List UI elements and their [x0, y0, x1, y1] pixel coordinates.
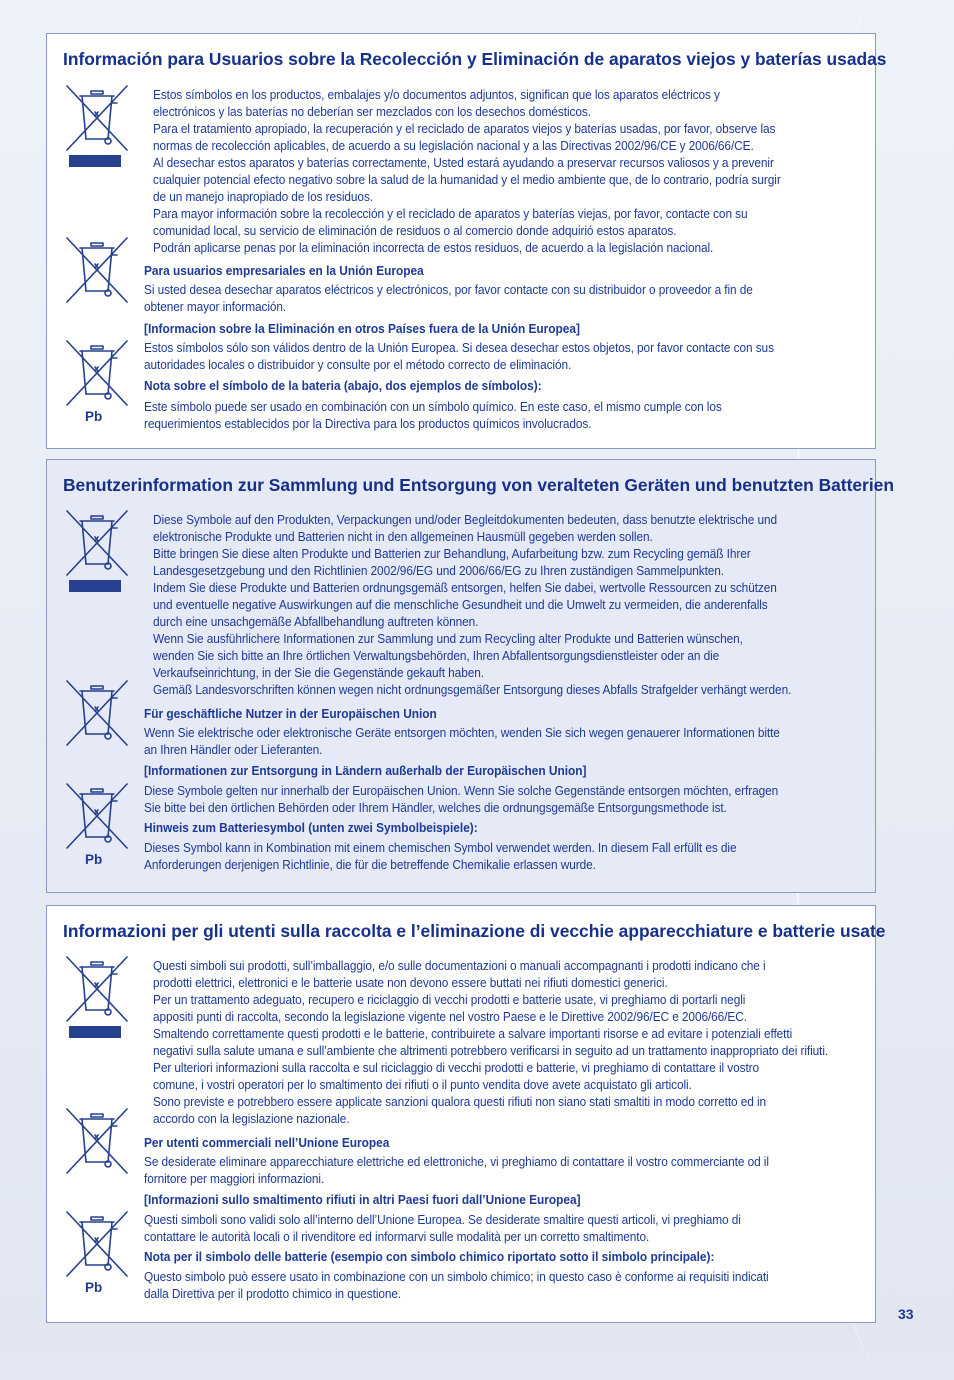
- pb-chemical-symbol: Pb: [85, 852, 103, 867]
- battery-note-text: Este símbolo puede ser usado en combinación con un símbolo químico. En este caso, el mismo cumple con los requerimientos establecidos por la Directiva para los productos químicos involucrados.: [144, 399, 722, 431]
- outside-eu-title: [Informacion sobre la Eliminación en otros Países fuera de la Unión Europea]: [144, 321, 580, 336]
- crossed-bin-icon: [65, 1107, 129, 1175]
- symbol-description: Diese Symbole auf den Produkten, Verpackungen und/oder Begleitdokumenten bedeuten, dass benutzte elektrische und elektronische Produkte und Batterien nicht in den allgemeinen Hausmüll gegeben werden sollen. Bitte bringen Sie diese alten Produkte und Batterien zur Behandlung, Aufarbeitung bzw. zum Recycling gemäß Ihrer Landesgesetzgebung und den Richtlinien 2002/96/EG und 2006/66/EG zu Ihren zuständigen Sammelpunkten. Indem Sie diese Produkte und Batterien ordnungsgemäß entsorgen, helfen Sie dabei, wertvolle Ressourcen zu schützen und eventuelle negative Auswirkungen auf die menschliche Gesundheit und die Umwelt zu vermeiden, die anderenfalls durch eine unsachgemäße Abfallbehandlung auftreten können. Wenn Sie ausführlichere Informationen zur Sammlung und zum Recycling alter Produkte und Batterien wünschen, wenden Sie sich bitte an Ihre örtlichen Verwaltungsbehörden, Ihren Abfallentsorgungsdienstleister oder an die Verkaufseinrichtung, in der Sie die Gegenstände gekauft haben. Gemäß Landesvorschriften können wegen nicht ordnungsgemäßer Entsorgung dieses Abfalls Strafgelder verhängt werden.: [153, 512, 792, 697]
- outside-eu-text: Estos símbolos sólo son válidos dentro de la Unión Europea. Si desea desechar estos objetos, por favor contacte con sus autoridades locales o distribuidor y consulte por el método correcto de eliminación.: [144, 340, 774, 372]
- crossed-bin-icon: [65, 679, 129, 747]
- business-users-title: Für geschäftliche Nutzer in der Europäischen Union: [144, 706, 437, 721]
- crossed-bin-icon: [65, 955, 129, 1023]
- section-heading: Informazioni per gli utenti sulla raccolta e l’eliminazione di vecchie apparecchiature e batterie usate: [63, 921, 886, 941]
- outside-eu-title: [Informazioni sullo smaltimento rifiuti in altri Paesi fuori dall’Unione Europea]: [144, 1192, 581, 1207]
- outside-eu-text: Questi simboli sono validi solo all’interno dell’Unione Europea. Se desiderate smaltire questi articoli, vi preghiamo di contattare le autorità locali o il rivenditore ed informarvi sulle modalità per un corretto smaltimento.: [144, 1212, 741, 1244]
- symbol-description: Estos símbolos en los productos, embalajes y/o documentos adjuntos, significan que los aparatos eléctricos y electrónicos y las baterías no deberían ser mezclados con los desechos domésticos. Para el tratamiento apropiado, la recuperación y el reciclado de aparatos viejos y baterías usadas, por favor, observe las normas de recolección aplicables, de acuerdo a su legislación nacional y a las Directivas 2002/96/CE y 2006/66/CE. Al desechar estos aparatos y baterías correctamente, Usted estará ayudando a preservar recursos valiosos y a prevenir cualquier potencial efecto negativo sobre la salud de la humanidad y el medio ambiente que, de lo contrario, podría surgir de un manejo inapropiado de los residuos. Para mayor información sobre la recolección y el reciclado de aparatos y baterías viejas, por favor, contacte con su comunidad local, su servicio de eliminación de residuos o al comercio donde adquirió estos aparatos. Podrán aplicarse penas por la eliminación incorrecta de estos residuos, de acuerdo a la legislación nacional.: [153, 87, 781, 255]
- business-users-text: Se desiderate eliminare apparecchiature elettriche ed elettroniche, vi preghiamo di contattare il vostro commerciante od il fornitore per maggiori informazioni.: [144, 1154, 769, 1186]
- pb-chemical-symbol: Pb: [85, 1280, 103, 1295]
- outside-eu-text: Diese Symbole gelten nur innerhalb der Europäischen Union. Wenn Sie solche Gegenstände entsorgen möchten, erfragen Sie bitte bei den örtlichen Behörden oder Ihrem Händler, welches die ordnungsgemäße Entsorgungsmethode ist.: [144, 783, 779, 815]
- outside-eu-title: [Informationen zur Entsorgung in Ländern außerhalb der Europäischen Union]: [144, 763, 587, 778]
- section-heading: Información para Usuarios sobre la Recolección y Eliminación de aparatos viejos y baterías usadas: [63, 49, 887, 69]
- battery-note-title: Hinweis zum Batteriesymbol (unten zwei Symbolbeispiele):: [144, 820, 478, 835]
- battery-note-text: Dieses Symbol kann in Kombination mit einem chemischen Symbol verwendet werden. In diesem Fall erfüllt es die Anforderungen derjenigen Richtlinie, die für die betreffende Chemikalie erlassen wurde.: [144, 840, 737, 872]
- black-bar-symbol: [69, 1026, 121, 1038]
- business-users-title: Para usuarios empresariales en la Unión Europea: [144, 263, 424, 278]
- battery-note-text: Questo simbolo può essere usato in combinazione con un simbolo chimico; in questo caso è conforme ai requisiti indicati dalla Direttiva per il prodotto chimico in questione.: [144, 1269, 769, 1301]
- crossed-bin-icon: [65, 84, 129, 152]
- section-spanish: [46, 33, 887, 449]
- business-users-text: Si usted desea desechar aparatos eléctricos y electrónicos, por favor contacte con su distribuidor o proveedor a fin de obtener mayor información.: [144, 282, 753, 314]
- crossed-bin-icon: [65, 339, 129, 407]
- section-german: [46, 459, 894, 893]
- crossed-bin-icon: [65, 782, 129, 850]
- page-number: 33: [898, 1306, 914, 1322]
- business-users-text: Wenn Sie elektrische oder elektronische Geräte entsorgen möchten, wenden Sie sich wegen genauerer Informationen bitte an Ihren Händler oder Lieferanten.: [144, 725, 780, 757]
- section-heading: Benutzerinformation zur Sammlung und Entsorgung von veralteten Geräten und benutzten Batterien: [63, 475, 894, 495]
- black-bar-symbol: [69, 580, 121, 592]
- symbol-description: Questi simboli sui prodotti, sull’imballaggio, e/o sulle documentazioni o manuali accompagnanti i prodotti indicano che i prodotti elettrici, elettronici e le batterie usate non devono essere buttati nei rifiuti domestici generici. Per un trattamento adeguato, recupero e riciclaggio di vecchi prodotti e batterie usate, vi preghiamo di portarli negli appositi punti di raccolta, secondo la legislazione vigente nel vostro Paese e le Direttive 2002/96/EC e 2006/66/EC. Smaltendo correttamente questi prodotti e le batterie, contribuirete a salvare importanti risorse e ad evitare i potenziali effetti negativi sulla salute umana e sull’ambiente che altrimenti potrebbero verificarsi in seguito ad un trattamento inappropriato dei rifiuti. Per ulteriori informazioni sulla raccolta e sul riciclaggio di vecchi prodotti e batterie, vi preghiamo di contattare il vostro comune, i vostri operatori per lo smaltimento dei rifiuti o il punto vendita dove avete acquistato gli articoli. Sono previste e potrebbero essere applicate sanzioni qualora questi rifiuti non siano stati smaltiti in modo corretto ed in accordo con la legislazione nazionale.: [153, 958, 829, 1126]
- business-users-title: Per utenti commerciali nell’Unione Europea: [144, 1135, 390, 1150]
- black-bar-symbol: [69, 155, 121, 167]
- section-italian: [46, 905, 886, 1323]
- crossed-bin-icon: [65, 1210, 129, 1278]
- battery-note-title: Nota per il simbolo delle batterie (esempio con simbolo chimico riportato sotto il simbolo principale):: [144, 1249, 715, 1264]
- pb-chemical-symbol: Pb: [85, 409, 103, 424]
- battery-note-title: Nota sobre el símbolo de la bateria (abajo, dos ejemplos de símbolos):: [144, 378, 542, 393]
- crossed-bin-icon: [65, 509, 129, 577]
- crossed-bin-icon: [65, 236, 129, 304]
